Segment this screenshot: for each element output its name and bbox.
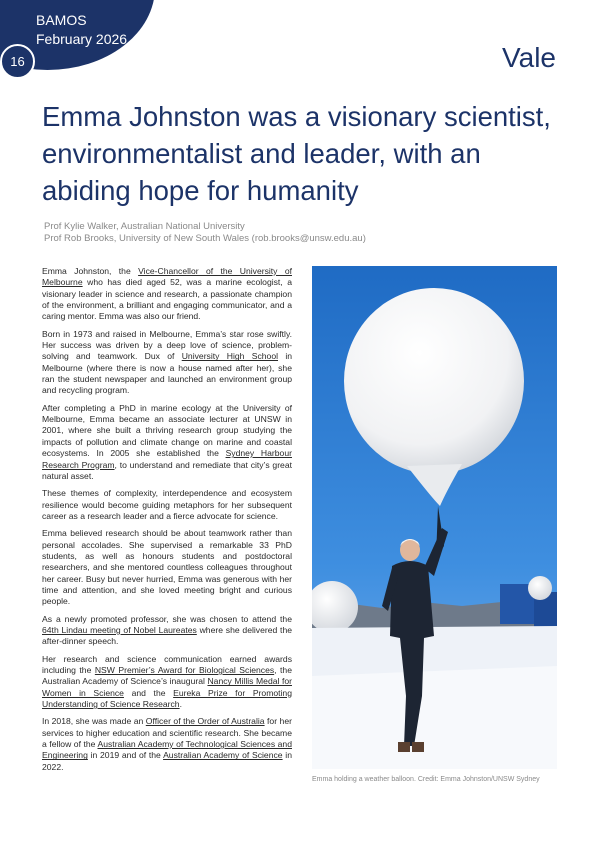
- weather-balloon-photo: [312, 266, 557, 769]
- body-paragraph: [42, 654, 292, 711]
- author-line: Prof Rob Brooks, University of New South Wales (rob.brooks@unsw.edu.au): [44, 233, 366, 244]
- page-number-badge: [0, 44, 35, 79]
- paragraph-text: , to understand and remediate that city’s great natural asset.: [42, 459, 293, 481]
- issue-date: February 2026: [36, 31, 128, 47]
- paragraph-text: Born in 1973 and raised in Melbourne, Emma’s star rose swiftly. Her success was driven by a deep love of science, problem-solving and teamwork. Dux of: [42, 328, 292, 362]
- body-paragraph: [42, 716, 292, 773]
- paragraph-text: in Melbourne (where there is now a house named after her), she ran the student newspaper and launched an environment group and recycling program.: [42, 351, 293, 396]
- article-photo: [312, 266, 557, 769]
- body-paragraph: [42, 488, 292, 522]
- inline-link[interactable]: NSW Premier’s Award for Biological Sciences: [94, 665, 275, 675]
- paragraph-text: and the: [123, 687, 174, 698]
- inline-link[interactable]: Vice-Chancellor of the University of Melbourne: [42, 266, 292, 288]
- article-headline: Emma Johnston was a visionary scientist, environmentalist and leader, with an abiding hope for humanity: [42, 101, 551, 206]
- inline-link[interactable]: Sydney Harbour Research Program: [42, 448, 292, 470]
- inline-link[interactable]: Australian Academy of Science: [163, 750, 283, 761]
- paragraph-text: After completing a PhD in marine ecology at the University of Melbourne, Emma became an associate lecturer at UNSW in 2001, where she built a thriving research group studying the impacts of pollution and climate change on marine and coastal ecosystems. In 2005 she established the: [42, 402, 292, 459]
- body-paragraph: [42, 403, 292, 482]
- inline-link[interactable]: University High School: [181, 351, 279, 362]
- paragraph-text: .: [179, 699, 182, 710]
- photo-caption: Emma holding a weather balloon. Credit: Emma Johnston/UNSW Sydney: [312, 776, 540, 783]
- inline-link[interactable]: 64th Lindau meeting of Nobel Laureates: [42, 624, 197, 635]
- paragraph-text: for her services to higher education and scientific research. She became a fellow of the: [42, 716, 292, 750]
- inline-link[interactable]: Eureka Prize for Promoting Understanding of Science Research: [42, 687, 292, 710]
- paragraph-text: These themes of complexity, interdependence and ecosystem resilience would become guiding metaphors for her subsequent career as a research leader and a fierce advocate for science.: [42, 488, 292, 521]
- paragraph-text: Her research and science communication earned awards including the: [42, 653, 292, 675]
- paragraph-text: As a newly promoted professor, she was chosen to attend the: [42, 613, 292, 624]
- paragraph-text: in 2022.: [42, 750, 292, 772]
- paragraph-text: , the Australian Academy of Science’s inaugural: [42, 665, 292, 687]
- inline-link[interactable]: Officer of the Order of Australia: [145, 716, 265, 727]
- author-line: Prof Kylie Walker, Australian National University: [44, 221, 245, 232]
- paragraph-text: who has died aged 52, was a marine ecologist, a visionary leader in science and research, a passionate champion of the environment, a brilliant and engaging communicator, and a caring mentor. Emma was also our friend.: [42, 277, 292, 322]
- paragraph-text: in 2019 and of the: [87, 750, 164, 761]
- body-paragraph: [42, 614, 292, 648]
- magazine-name: BAMOS: [36, 12, 87, 28]
- body-paragraph: [42, 528, 292, 607]
- body-paragraph: [42, 329, 292, 397]
- body-paragraph: [42, 266, 292, 323]
- section-label: Vale: [502, 42, 556, 73]
- page-number: 16: [10, 54, 25, 69]
- inline-link[interactable]: Nancy Millis Medal for Women in Science: [42, 676, 292, 698]
- author-byline: [44, 221, 564, 245]
- paragraph-text: Emma Johnston, the: [42, 266, 139, 276]
- paragraph-text: where she delivered the after-dinner speech.: [42, 624, 293, 647]
- inline-link[interactable]: Australian Academy of Technological Sciences and Engineering: [42, 739, 292, 761]
- article-body: [42, 266, 292, 779]
- paragraph-text: In 2018, she was made an: [42, 716, 146, 727]
- paragraph-text: Emma believed research should be about teamwork rather than personal accolades. She supervised a remarkable 33 PhD students, as well as honours students and postdoctoral researchers, and she mentored countless colleagues throughout her career. Busy but never hurried, Emma was generous with her time and attention, and she loved meeting bright and curious people.: [42, 528, 292, 607]
